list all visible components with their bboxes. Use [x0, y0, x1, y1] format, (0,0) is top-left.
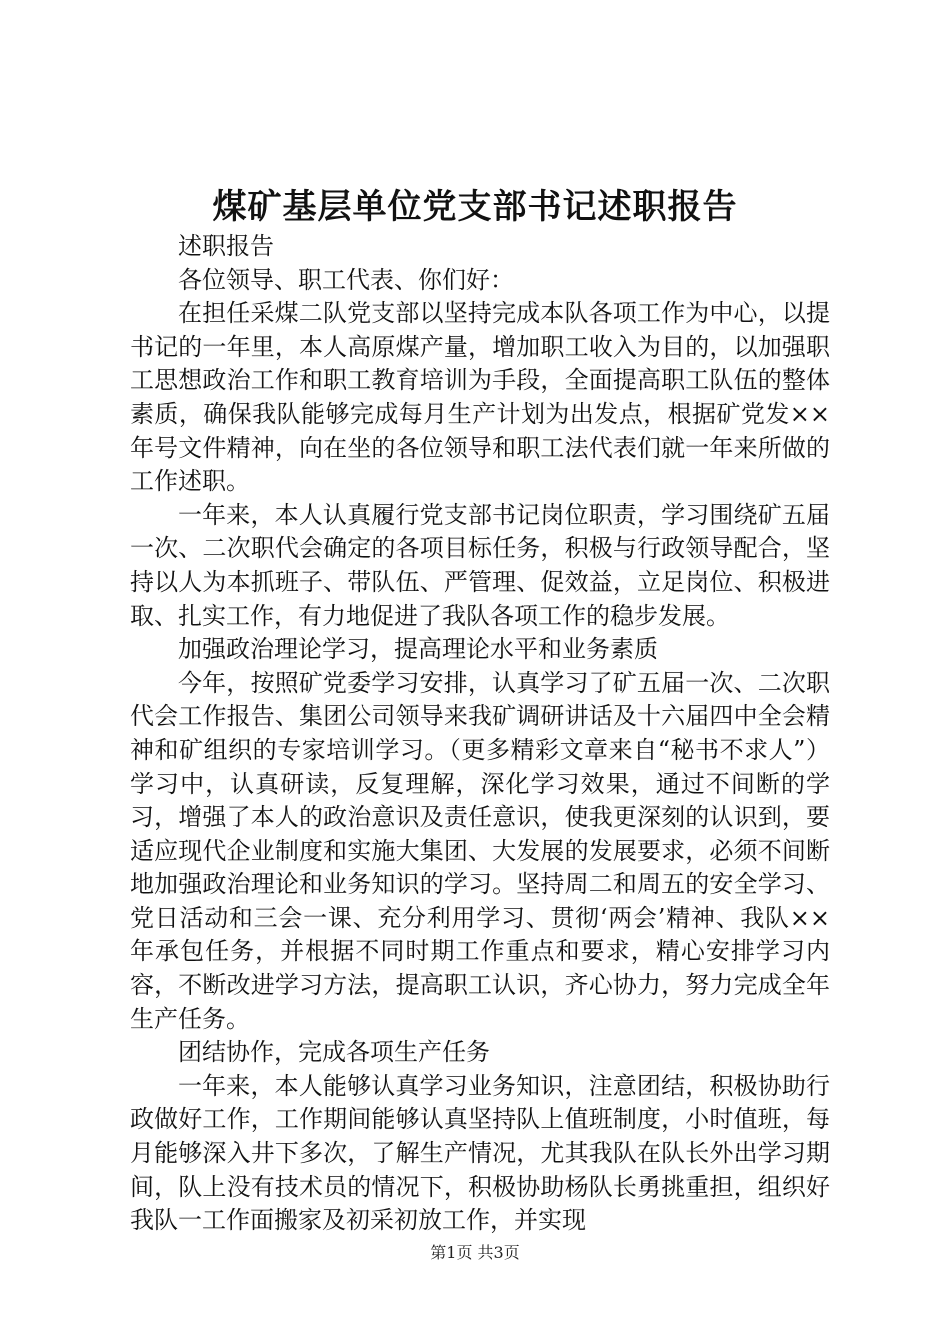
paragraph-political-study: 今年，按照矿党委学习安排，认真学习了矿五届一次、二次职代会工作报告、集团公司领导来我矿调研讲话及十六届四中全会精神和矿组织的专家培训学习。（更多精彩文章来自“秘书不求人”）学习中，认真研读，反复理解，深化学习效果，通过不间断的学习，增强了本人的政治意识及责任意识，使我更深刻的认识到，要适应现代企业制度和实施大集团、大发展的发展要求，必须不间断地加强政治理论和业务知识的学习。坚持周二和周五的安全学习、党日活动和三会一课、充分利用学习、贯彻‘两会’精神、我队××年承包任务，并根据不同时期工作重点和要求，精心安排学习内容，不断改进学习方法，提高职工认识，齐心协力，努力完成全年生产任务。: [130, 668, 830, 1033]
section-heading-political-study: 加强政治理论学习，提高理论水平和业务素质: [178, 635, 658, 664]
paragraph-year-summary: 一年来，本人认真履行党支部书记岗位职责，学习围绕矿五届一次、二次职代会确定的各项目标任务，积极与行政领导配合，坚持以人为本抓班子、带队伍、严管理、促效益，立足岗位、积极进取、扎实工作，有力地促进了我队各项工作的稳步发展。: [130, 500, 830, 630]
paragraph-teamwork: 一年来，本人能够认真学习业务知识，注意团结，积极协助行政做好工作，工作期间能够认真坚持队上值班制度，小时值班，每月能够深入井下多次，了解生产情况，尤其我队在队长外出学习期间，队上没有技术员的情况下，积极协助杨队长勇挑重担，组织好我队一工作面搬家及初采初放工作，并实现: [130, 1071, 830, 1235]
document-title: 煤矿基层单位党支部书记述职报告: [212, 187, 738, 227]
document-body: [130, 230, 830, 1238]
paragraph-intro: 在担任采煤二队党支部以坚持完成本队各项工作为中心，以提书记的一年里，本人高原煤产量，增加职工收入为目的，以加强职工思想政治工作和职工教育培训为手段，全面提高职工队伍的整体素质，确保我队能够完成每月生产计划为出发点，根据矿党发××年号文件精神，向在坐的各位领导和职工法代表们就一年来所做的工作述职。: [130, 299, 830, 496]
paragraph-report-label: 述职报告: [178, 232, 274, 260]
paragraph-salutation: 各位领导、职工代表、你们好：: [178, 265, 514, 294]
section-heading-teamwork: 团结协作，完成各项生产任务: [178, 1038, 490, 1067]
page-footer: 第1页 共3页: [430, 1243, 520, 1262]
